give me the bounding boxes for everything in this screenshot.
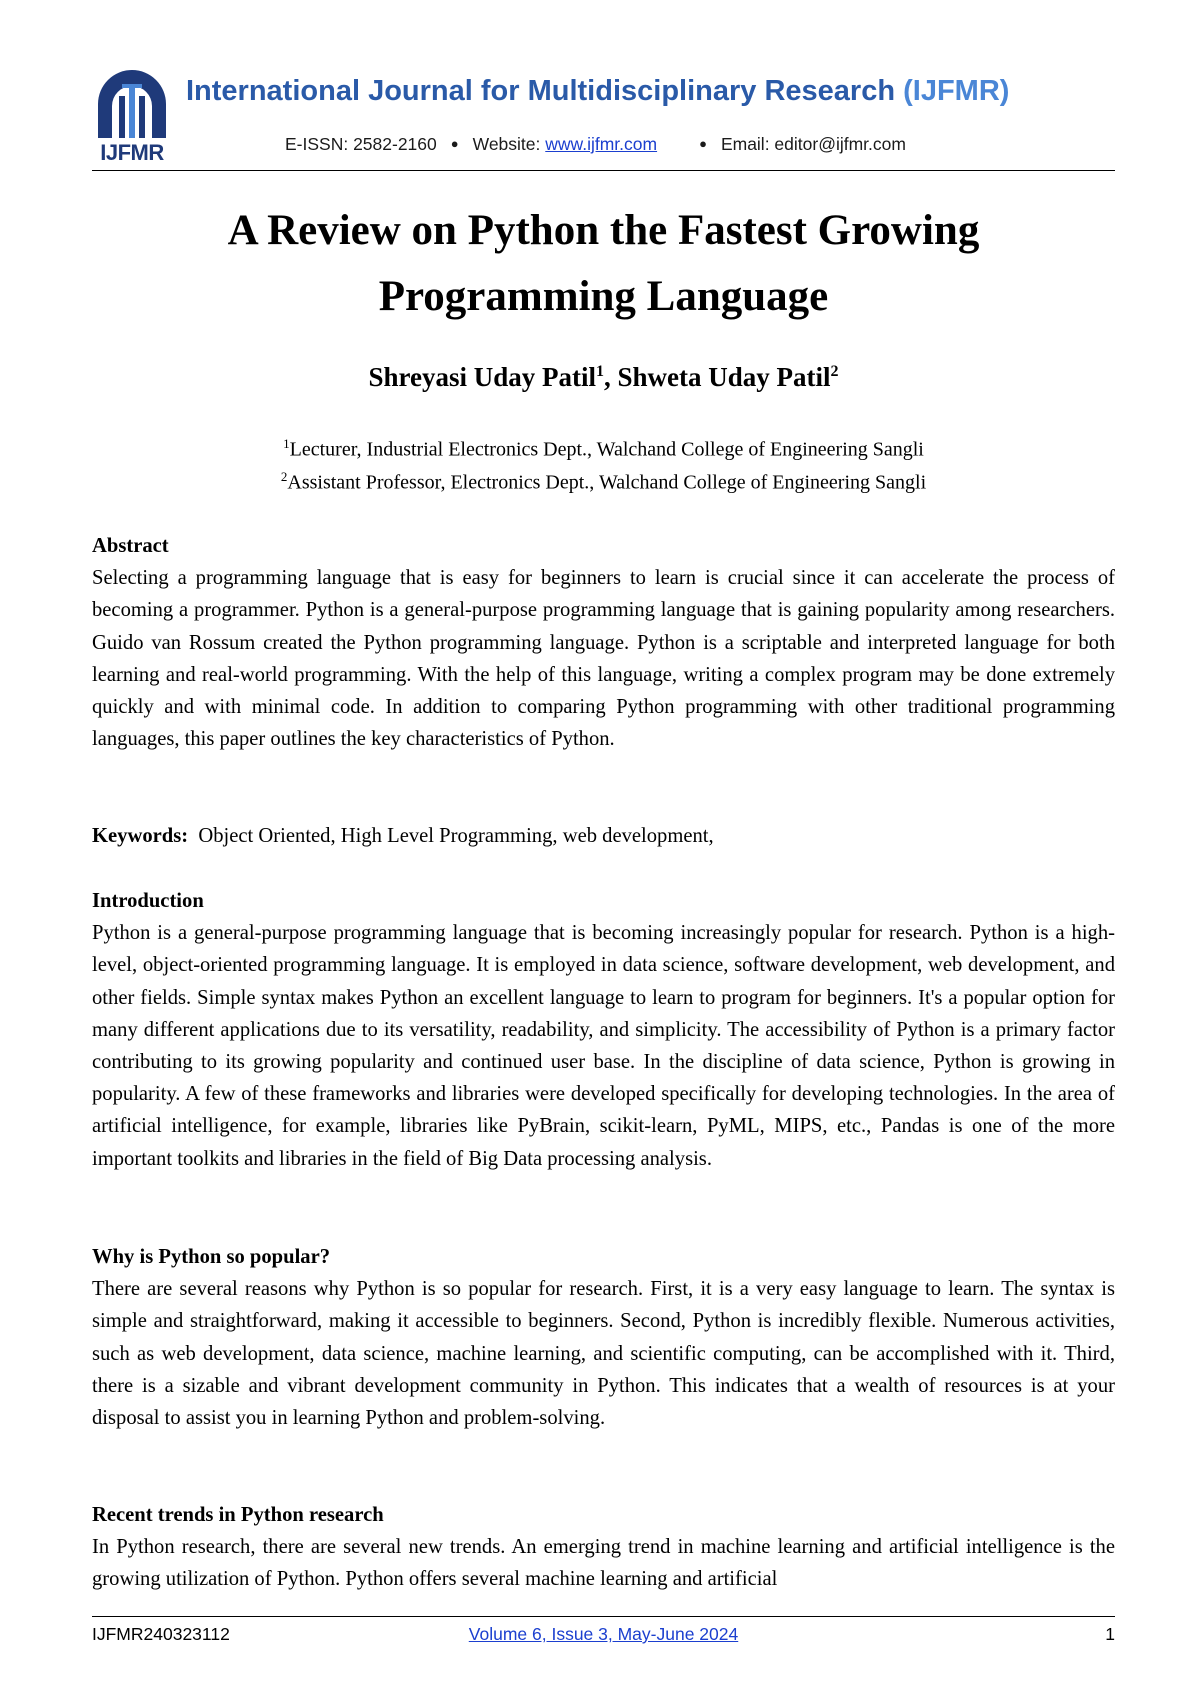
bullet-icon: ● [450,136,459,151]
keywords-section [92,820,1115,852]
affiliation-1-text: Lecturer, Industrial Electronics Dept., Walchand College of Engineering Sangli [289,438,924,461]
introduction-heading: Introduction [92,890,204,912]
affiliation-1 [92,436,1115,462]
footer-divider [92,1616,1115,1617]
paper-id: IJFMR240323112 [92,1624,230,1644]
journal-name: International Journal for Multidisciplinary Research [186,75,896,107]
page-number: 1 [1105,1624,1115,1644]
why-popular-heading: Why is Python so popular? [92,1246,331,1268]
author-list [92,362,1115,393]
page-footer [92,1624,1115,1648]
author-2-sup: 2 [830,363,839,380]
why-popular-text: There are several reasons why Python is so popular for research. First, it is a very easy language to learn. The syntax is simple and straightforward, making it accessible to beginners. Second, Python is incredibly flexible. Numerous activities, such as web development, data science, machine learning, and scientific computing, can be accomplished with it. Third, there is a sizable and vibrant development community in Python. This indicates that a wealth of resources is at your disposal to assist you in learning Python and problem-solving. [92,1278,1115,1430]
journal-abbreviation: (IJFMR) [903,75,1010,107]
recent-trends-section [92,1499,1115,1596]
affiliation-2-text: Assistant Professor, Electronics Dept., Walchand College of Engineering Sangli [287,471,927,494]
author-separator: , [604,362,618,392]
logo-arch-icon [92,66,172,144]
volume-info [92,1624,1115,1645]
website-label: Website: [472,134,541,154]
recent-trends-heading: Recent trends in Python research [92,1504,384,1526]
affiliation-1-sup: 1 [283,436,290,451]
introduction-text: Python is a general-purpose programming language that is becoming increasingly popular for research. Python is a high-level, object-oriented programming language. It is employed in data science, software development, web development, and other fields. Simple syntax makes Python an excellent language to learn to program for beginners. It's a popular option for many different applications due to its versatility, readability, and simplicity. The accessibility of Python is a primary factor contributing to its growing popularity and continued user base. In the discipline of data science, Python is growing in popularity. A few of these frameworks and libraries were developed specifically for developing technologies. In the area of artificial intelligence, for example, libraries like PyBrain, scikit-learn, PyML, MIPS, etc., Pandas is one of the more important toolkits and libraries in the field of Big Data processing analysis. [92,922,1115,1170]
paper-title [92,198,1115,330]
abstract-heading: Abstract [92,535,169,557]
email[interactable]: Email: editor@ijfmr.com [720,134,906,154]
keywords-label: Keywords: [92,825,189,847]
journal-header [92,62,1115,174]
introduction-section [92,885,1115,1175]
keywords-text: Object Oriented, High Level Programming, web development, [198,825,714,847]
author-1: Shreyasi Uday Patil [368,362,596,392]
title-line-1: A Review on Python the Fastest Growing [227,207,980,254]
abstract-text: Selecting a programming language that is easy for beginners to learn is crucial since it can accelerate the process of becoming a programmer. Python is a general-purpose programming language that is gaining popularity among researchers. Guido van Rossum created the Python programming language. Python is a scriptable and interpreted language for both learning and real-world programming. With the help of this language, writing a complex program may be done extremely quickly and with minimal code. In addition to comparing Python programming with other traditional programming languages, this paper outlines the key characteristics of Python. [92,567,1115,751]
author-1-sup: 1 [596,363,604,380]
eissn: E-ISSN: 2582-2160 [285,134,437,154]
abstract-section [92,530,1115,755]
recent-trends-text: In Python research, there are several new trends. An emerging trend in machine learning and artificial intelligence is the growing utilization of Python. Python offers several machine learning and artificial [92,1536,1115,1591]
title-line-2: Programming Language [378,273,829,320]
ijfmr-logo [92,66,172,166]
journal-meta [285,134,906,155]
bullet-icon: ● [699,136,707,151]
header-divider [92,170,1115,171]
affiliation-2-sup: 2 [280,469,288,484]
logo-text: IJFMR [100,140,164,165]
author-2: Shweta Uday Patil [617,362,831,392]
website-link[interactable]: www.ijfmr.com [545,134,658,154]
affiliation-2 [92,469,1115,495]
why-popular-section [92,1241,1115,1434]
journal-title [186,75,1009,108]
volume-link[interactable]: Volume 6, Issue 3, May-June 2024 [468,1624,739,1644]
